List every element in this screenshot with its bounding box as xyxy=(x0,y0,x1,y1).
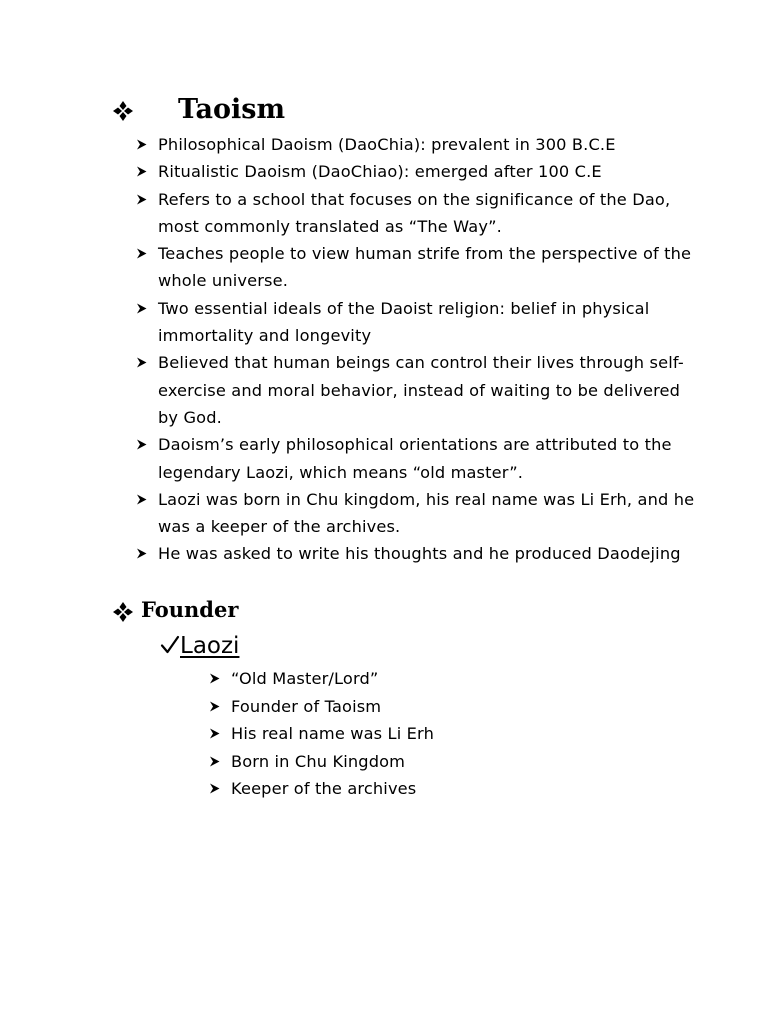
list-item-text: Born in Chu Kingdom xyxy=(231,751,406,771)
list-item xyxy=(136,186,696,241)
founder-name-text: Laozi xyxy=(180,633,240,659)
list-item xyxy=(136,240,696,295)
arrowhead-icon xyxy=(136,248,147,259)
list-item-text: Teaches people to view human strife from the perspective of the whole universe. xyxy=(158,244,692,291)
list-item xyxy=(136,295,696,350)
arrowhead-icon xyxy=(136,494,147,505)
list-item xyxy=(136,158,696,185)
list-item-text: Keeper of the archives xyxy=(231,779,417,798)
list-item-text: Ritualistic Daoism (DaoChiao): emerged after 100 C.E xyxy=(158,162,602,182)
section-heading-taoism xyxy=(112,92,285,128)
list-item-text: Philosophical Daoism (DaoChia): prevalent in 300 B.C.E xyxy=(158,135,616,154)
checkmark-icon xyxy=(160,632,180,652)
list-item xyxy=(136,349,696,431)
list-item xyxy=(209,748,609,776)
list-item xyxy=(209,665,609,693)
list-item xyxy=(136,540,696,567)
arrowhead-icon xyxy=(209,673,220,684)
arrowhead-icon xyxy=(136,139,147,150)
arrowhead-icon xyxy=(209,728,220,739)
list-item-text: He was asked to write his thoughts and he produced Daodejing xyxy=(158,544,681,564)
section-heading-founder xyxy=(112,595,238,625)
arrowhead-icon xyxy=(209,756,220,767)
list-item xyxy=(136,431,696,486)
four-diamond-icon xyxy=(112,601,134,623)
list-item xyxy=(209,720,609,748)
founder-name xyxy=(160,630,239,662)
arrowhead-icon xyxy=(209,701,220,712)
taoism-heading-text: Taoism xyxy=(178,94,286,125)
list-item-text: His real name was Li Erh xyxy=(231,724,434,743)
list-item-text: Refers to a school that focuses on the significance of the Dao, most commonly translated as “The Way”. xyxy=(158,189,671,236)
arrowhead-icon xyxy=(136,439,147,450)
list-item-text: Founder of Taoism xyxy=(231,696,382,716)
list-item-text: Two essential ideals of the Daoist religion: belief in physical immortality and longevity xyxy=(158,298,650,346)
founder-bullet-list xyxy=(209,665,609,803)
list-item xyxy=(136,131,696,158)
arrowhead-icon xyxy=(136,303,147,314)
list-item-text: “Old Master/Lord” xyxy=(231,669,379,688)
list-item xyxy=(136,486,696,541)
arrowhead-icon xyxy=(136,194,147,205)
taoism-bullet-list xyxy=(136,131,696,568)
arrowhead-icon xyxy=(136,548,147,559)
list-item-text: Laozi was born in Chu kingdom, his real name was Li Erh, and he was a keeper of the archives. xyxy=(158,489,695,537)
founder-heading-text: Founder xyxy=(141,597,239,622)
list-item-text: Daoism’s early philosophical orientations are attributed to the legendary Laozi, which means “old master”. xyxy=(158,435,672,482)
arrowhead-icon xyxy=(136,166,147,177)
four-diamond-icon xyxy=(112,100,134,122)
list-item-text: Believed that human beings can control their lives through self-exercise and moral behavior, instead of waiting to be delivered by God. xyxy=(158,353,684,427)
list-item xyxy=(209,693,609,721)
arrowhead-icon xyxy=(136,357,147,368)
arrowhead-icon xyxy=(209,783,220,794)
list-item xyxy=(209,775,609,803)
